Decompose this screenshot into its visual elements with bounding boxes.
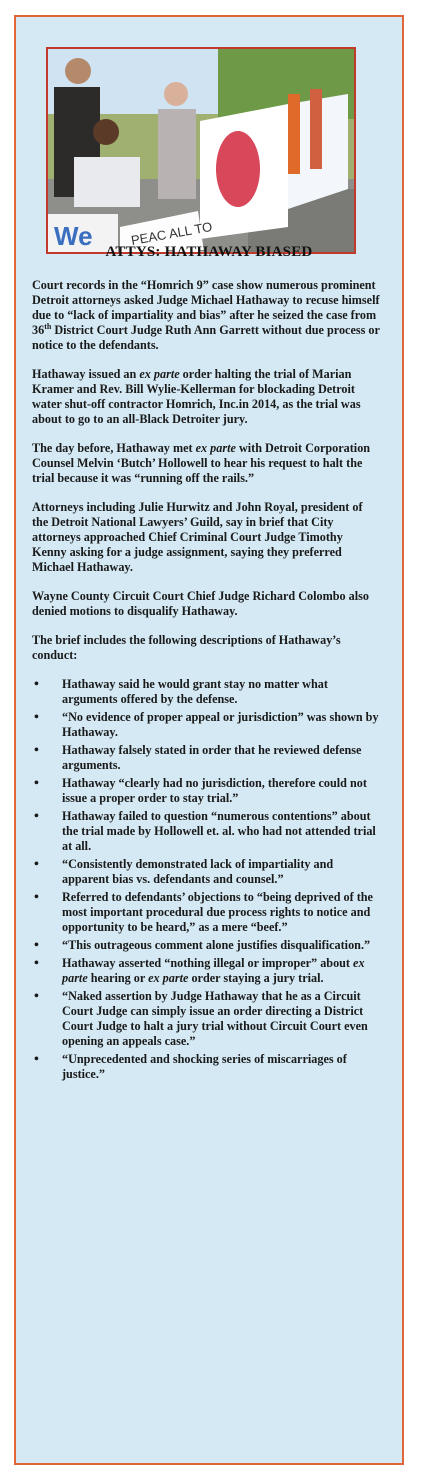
list-item: • “This outrageous comment alone justifies disqualification.” xyxy=(32,938,380,953)
sign-front-text: PEAC ALL TO xyxy=(129,218,214,248)
list-item: • “Naked assertion by Judge Hathaway that he as a Circuit Court Judge can simply issue an order directing a District Court Judge to halt a jury trial without Circuit Court even opening an appeals case.” xyxy=(32,989,380,1049)
paragraph-6: The brief includes the following descriptions of Hathaway’s conduct: xyxy=(32,633,341,662)
list-item: • Hathaway failed to question “numerous contentions” about the trial made by Hollowell et. al. who had not attended trial at all. xyxy=(32,809,380,854)
list-item: • Hathaway “clearly had no jurisdiction, therefore could not issue a proper order to stay trial.” xyxy=(32,776,380,806)
list-item: • “No evidence of proper appeal or jurisdiction” was shown by Hathaway. xyxy=(32,710,380,740)
list-item: • Hathaway falsely stated in order that he reviewed defense arguments. xyxy=(32,743,380,773)
list-item: • Hathaway said he would grant stay no matter what arguments offered by the defense. xyxy=(32,677,380,707)
paragraph-2: Hathaway issued an ex parte order halting the trial of Marian Kramer and Rev. Bill Wylie-Kellerman for blockading Detroit water shut-off contractor Homrich, Inc.in 2014, as the trial was about to go to an all-Black Detroiter jury. xyxy=(32,367,361,426)
paragraph-5: Wayne County Circuit Court Chief Judge Richard Colombo also denied motions to disqualify Hathaway. xyxy=(32,589,369,618)
conduct-list xyxy=(32,677,380,1082)
article-body xyxy=(32,278,380,1085)
list-item: • Hathaway asserted “nothing illegal or improper” about ex parte hearing or ex parte order staying a jury trial. xyxy=(32,956,380,986)
protest-photo-illustration xyxy=(48,49,354,252)
paragraph-1: Court records in the “Homrich 9” case show numerous prominent Detroit attorneys asked Judge Michael Hathaway to recuse himself due to “lack of impartiality and bias” after he seized the case from 36th District Court Judge Ruth Ann Garrett without due process or notice to the defendants. xyxy=(32,278,380,352)
headline: ATTYS: HATHAWAY BIASED xyxy=(105,244,313,260)
sign-left-text: We xyxy=(54,221,93,251)
list-item: • “Unprecedented and shocking series of miscarriages of justice.” xyxy=(32,1052,380,1082)
protest-photo xyxy=(46,47,356,254)
list-item: • “Consistently demonstrated lack of impartiality and apparent bias vs. defendants and counsel.” xyxy=(32,857,380,887)
list-item: • Referred to defendants’ objections to “being deprived of the most important procedural due process rights to notice and opportunity to be heard,” as a mere “beef.” xyxy=(32,890,380,935)
paragraph-3: The day before, Hathaway met ex parte with Detroit Corporation Counsel Melvin ‘Butch’ Hollowell to hear his request to halt the trial because it was “running off the rails.” xyxy=(32,441,371,485)
paragraph-4: Attorneys including Julie Hurwitz and John Royal, president of the Detroit National Lawyers’ Guild, say in brief that City attorneys approached Chief Criminal Court Judge Timothy Kenny asking for a judge assignment, saying they preferred Michael Hathaway. xyxy=(32,500,363,574)
